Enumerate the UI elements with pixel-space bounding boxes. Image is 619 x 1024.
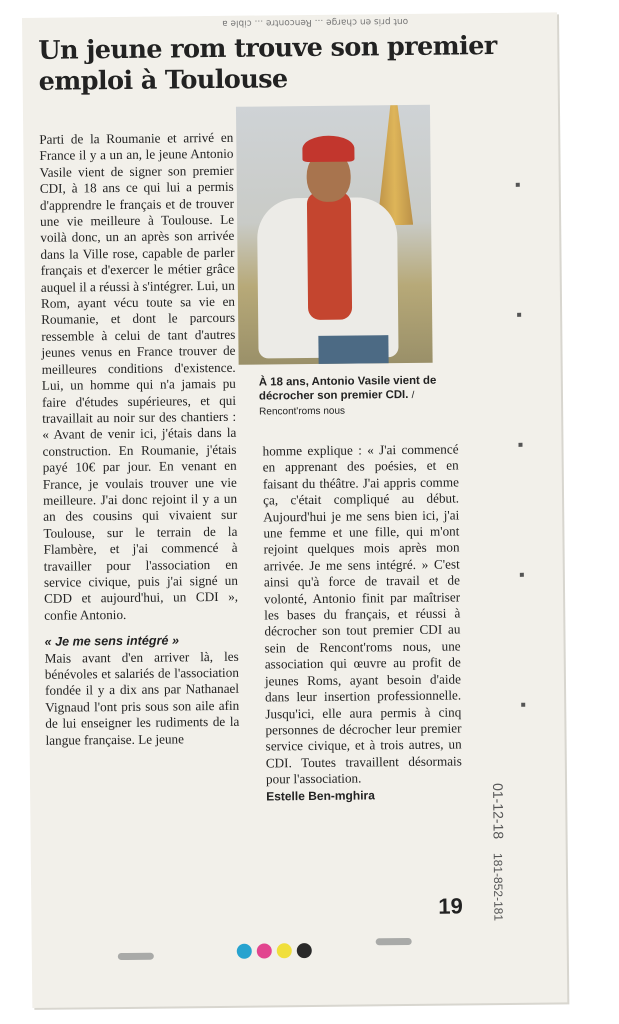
person-hat-shape — [302, 136, 354, 163]
subheading: « Je me sens intégré » — [44, 633, 180, 649]
cyan-dot — [237, 944, 252, 959]
article-paragraph: Mais avant d'en arriver là, les bénévoles et salariés de l'association fondée il y a dix ans par Nathanael Vignaud l'ont pris sous son aile afin de lui enseigner les rudiments de la langue française. Le jeune — [44, 648, 240, 748]
article-paragraph: Parti de la Roumanie et arrivé en France il y a un an, le jeune Antonio Vasile vient de signer son premier CDI, à 18 ans ce qui lui a permis d'apprendre le français et de trouver une vie meilleure à Toulouse. Le voilà donc, un an après son arrivée dans la Ville rose, capable de parler français et d'exercer le métier grâce auquel il a réussi à s'intégrer. Lui, un Rom, ayant vécu toute sa vie en Roumanie, et dont le parcours ressemble à celui de tant d'autres jeunes venus en France trouver de meilleures conditions d'existence. Lui, un homme qui n'a jamais pu faire d'études supérieures, et qui travaillait au noir sur des chantiers : « Avant de venir ici, j'étais dans la construction. En Roumanie, j'étais payé 10€ par jour. En venant en France, je voulais trouver une vie meilleure. J'ai donc rejoint il y a un an des cousins qui vivaient sur Toulouse, sur le terrain de la Flambère, et j'ai commencé à travailler pour l'association en service civique, puis j'ai signé un CDD et aujourd'hui, un CDI », confie Antonio. — [39, 129, 239, 623]
black-dot — [297, 943, 312, 958]
color-registration-dots — [237, 943, 312, 959]
person-scarf-shape — [307, 192, 352, 320]
margin-mark — [520, 573, 524, 577]
person-jeans-shape — [318, 335, 388, 365]
yellow-dot — [277, 943, 292, 958]
photo-credit: / Rencont'roms nous — [259, 389, 415, 418]
newspaper-clipping — [22, 12, 567, 1008]
margin-mark — [521, 703, 525, 707]
headline: Un jeune rom trouve son premier emploi à Toulouse — [38, 31, 497, 97]
side-date-stamp — [490, 783, 507, 921]
article-paragraph: homme explique : « J'ai commencé en apprenant des poésies, et en faisant du théâtre. J'ai appris comme ça, c'était compliqué au début. Aujourd'hui je me sens bien ici, j'ai une femme et une fille, qui m'ont rejoint quelques mois après mon arrivée. Je me sens intégré. » C'est ainsi qu'à force de travail et de volonté, Antonio finit par maîtriser les bases du français, et réussi à décrocher son tout premier CDI au sein de Rencont'roms nous, une association qui œuvre au profit de jeunes Roms, ayant besoin d'aide dans leur insertion professionnelle. Jusqu'ici, elle aura permis à cinq personnes de décrocher leur premier service civique, et à trois autres, un CDI. Toutes travaillent désormais pour l'association. — [262, 441, 462, 787]
magenta-dot — [257, 943, 272, 958]
side-date: 01-12-18 — [490, 782, 507, 840]
side-code: 181-852-181 — [490, 852, 506, 922]
caption-text: À 18 ans, Antonio Vasile vient de décrocher son premier CDI. — [258, 374, 437, 403]
article-photo — [236, 105, 433, 365]
margin-mark — [516, 183, 520, 187]
byline: Estelle Ben-mghira — [266, 787, 375, 804]
page-number: 19 — [438, 893, 463, 919]
margin-mark — [517, 313, 521, 317]
photo-caption — [259, 373, 459, 419]
registration-bar-right — [376, 938, 412, 945]
margin-mark — [518, 443, 522, 447]
article-column-2 — [262, 441, 462, 804]
article-column-1 — [39, 130, 239, 749]
registration-bar-left — [118, 953, 154, 960]
top-scrap-text: ont pris en charge ... Rencontre ... cible a — [222, 15, 409, 28]
